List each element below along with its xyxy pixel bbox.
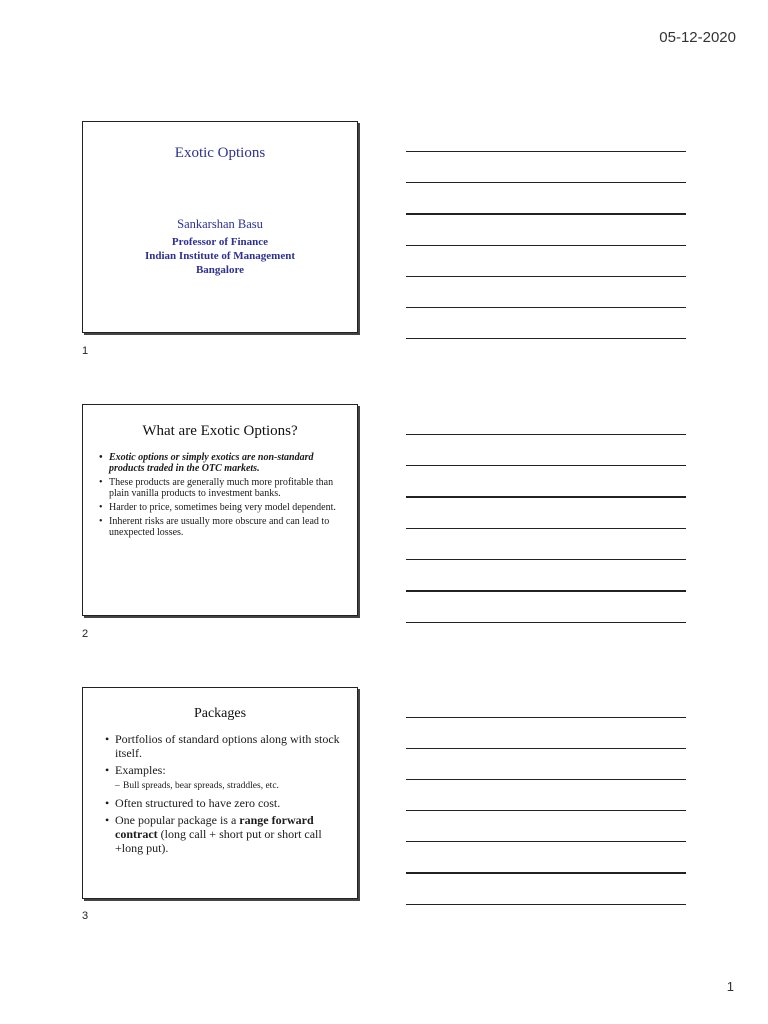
notes-lines — [406, 151, 686, 369]
slide-number: 3 — [82, 910, 89, 922]
text-segment: (long call + short put or short call +long put). — [115, 827, 322, 855]
affiliation-line: Indian Institute of Management — [144, 250, 296, 262]
text-segment: One popular package is a — [115, 813, 240, 827]
list-item: • Portfolios of standard options along with stock itself. — [105, 732, 343, 760]
notes-lines — [406, 717, 686, 935]
header-date: 05-12-2020 — [659, 29, 736, 46]
author-name: Sankarshan Basu — [177, 217, 263, 231]
slide-1 — [82, 121, 358, 333]
bullet-list — [99, 452, 343, 538]
page-number: 1 — [726, 979, 734, 994]
slide-2 — [82, 404, 358, 616]
list-item: • Often structured to have zero cost. — [105, 796, 343, 810]
slide-title: Exotic Options — [174, 145, 266, 161]
slide-title: What are Exotic Options? — [142, 423, 298, 439]
slide-title: Packages — [193, 706, 247, 721]
list-item — [105, 813, 343, 855]
affiliation-line: Professor of Finance — [171, 236, 269, 248]
affiliation-line: Bangalore — [195, 264, 245, 276]
list-item: • Exotic options or simply exotics are non-standard products traded in the OTC markets. — [99, 452, 343, 474]
slide-3 — [82, 687, 358, 899]
list-item: • Inherent risks are usually more obscure and can lead to unexpected losses. — [99, 516, 343, 538]
list-item: • These products are generally much more profitable than plain vanilla products to investment banks. — [99, 477, 343, 499]
notes-lines — [406, 434, 686, 653]
bullet-list — [105, 732, 343, 855]
list-subitem: – Bull spreads, bear spreads, straddles, etc. — [105, 779, 343, 793]
slide-number: 2 — [82, 628, 89, 640]
slide-number: 1 — [82, 345, 89, 357]
bold-term: range forward contract — [115, 813, 314, 841]
affiliation — [83, 235, 357, 277]
list-item: • Harder to price, sometimes being very model dependent. — [99, 502, 343, 513]
list-item: • Examples: — [105, 763, 343, 777]
